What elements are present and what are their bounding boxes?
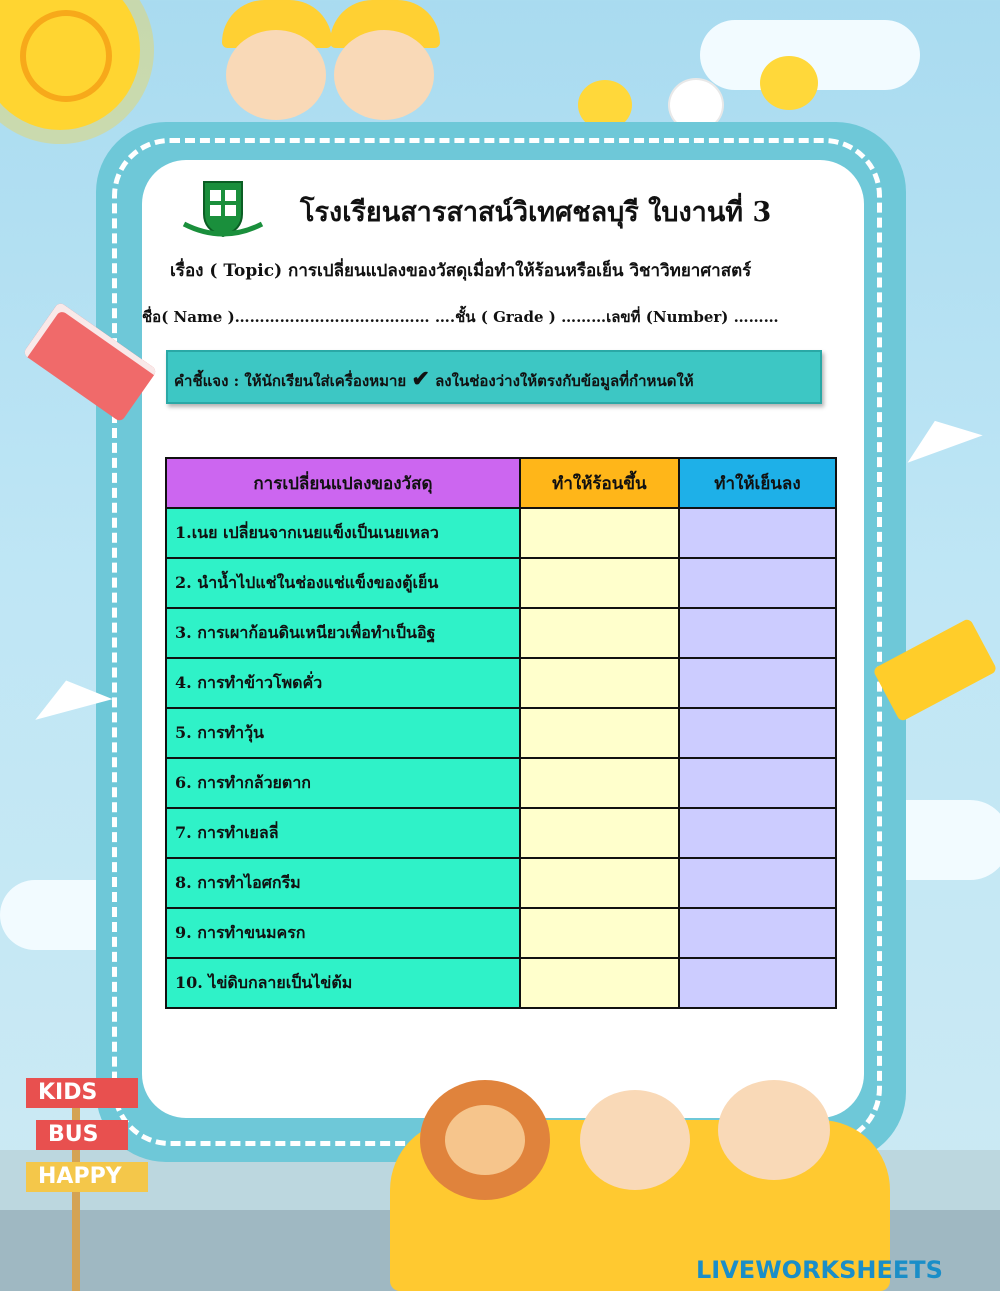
table-row: [166, 758, 836, 808]
table-row: [166, 808, 836, 858]
row-item: 3. การเผาก้อนดินเหนียวเพื่อทำเป็นอิฐ: [166, 608, 520, 658]
table-body: [166, 508, 836, 1008]
instruction-suffix: ลงในช่องว่างให้ตรงกับข้อมูลที่กำหนดให้: [435, 372, 694, 390]
hot-answer-cell[interactable]: [520, 908, 679, 958]
chick-decoration: [760, 56, 818, 110]
row-item: 6. การทำกล้วยตาก: [166, 758, 520, 808]
row-item: 2. นำน้ำไปแช่ในช่องแช่แข็งของตู้เย็น: [166, 558, 520, 608]
hot-answer-cell[interactable]: [520, 508, 679, 558]
table-row: [166, 858, 836, 908]
cold-answer-cell[interactable]: [679, 758, 836, 808]
sun-spiral-decoration: [20, 10, 112, 102]
cold-answer-cell[interactable]: [679, 658, 836, 708]
hot-answer-cell[interactable]: [520, 808, 679, 858]
school-logo: [182, 176, 264, 242]
header-material-change: การเปลี่ยนแปลงของวัสดุ: [166, 458, 520, 508]
hot-answer-cell[interactable]: [520, 608, 679, 658]
worksheet-table: [165, 457, 837, 1009]
hot-answer-cell[interactable]: [520, 958, 679, 1008]
instruction-text: [174, 366, 694, 393]
row-item: 4. การทำข้าวโพดคั่ว: [166, 658, 520, 708]
row-item: 1.เนย เปลี่ยนจากเนยแข็งเป็นเนยเหลว: [166, 508, 520, 558]
paper-plane-decoration: [897, 407, 982, 463]
hot-answer-cell[interactable]: [520, 758, 679, 808]
table-row: [166, 908, 836, 958]
kid-face-decoration: [718, 1080, 830, 1180]
liveworksheets-watermark: LIVEWORKSHEETS: [696, 1256, 943, 1284]
table-row: [166, 958, 836, 1008]
row-item: 9. การทำขนมครก: [166, 908, 520, 958]
hot-answer-cell[interactable]: [520, 658, 679, 708]
worksheet-subtitle: เรื่อง ( Topic) การเปลี่ยนแปลงของวัสดุเมื่อทำให้ร้อนหรือเย็น วิชาวิทยาศาสตร์: [170, 261, 752, 281]
row-item: 5. การทำวุ้น: [166, 708, 520, 758]
table-row: [166, 708, 836, 758]
cold-answer-cell[interactable]: [679, 858, 836, 908]
kid-face-decoration: [226, 30, 326, 120]
table-row: [166, 558, 836, 608]
sign-bus: BUS: [36, 1120, 128, 1150]
row-item: 10. ไข่ดิบกลายเป็นไข่ต้ม: [166, 958, 520, 1008]
cold-answer-cell[interactable]: [679, 608, 836, 658]
header-make-colder: ทำให้เย็นลง: [679, 458, 836, 508]
sign-kids: KIDS: [26, 1078, 138, 1108]
student-info-line: ชื่อ( Name )………………………………… ….ชั้น ( Grade ) ………เลขที่ (Number) ………: [142, 308, 779, 326]
table-row: [166, 658, 836, 708]
cold-answer-cell[interactable]: [679, 808, 836, 858]
kid-face-decoration: [580, 1090, 690, 1190]
table-header-row: [166, 458, 836, 508]
cold-answer-cell[interactable]: [679, 508, 836, 558]
cold-answer-cell[interactable]: [679, 908, 836, 958]
lion-face-decoration: [445, 1105, 525, 1175]
instruction-prefix: คำชี้แจง : ให้นักเรียนใส่เครื่องหมาย: [174, 372, 407, 390]
table-row: [166, 508, 836, 558]
worksheet-title: โรงเรียนสารสาสน์วิเทศชลบุรี ใบงานที่ 3: [300, 197, 772, 228]
cold-answer-cell[interactable]: [679, 558, 836, 608]
row-item: 8. การทำไอศกรีม: [166, 858, 520, 908]
hot-answer-cell[interactable]: [520, 558, 679, 608]
cold-answer-cell[interactable]: [679, 708, 836, 758]
kid-face-decoration: [334, 30, 434, 120]
hot-answer-cell[interactable]: [520, 708, 679, 758]
sign-happy: HAPPY: [26, 1162, 148, 1192]
table-row: [166, 608, 836, 658]
hot-answer-cell[interactable]: [520, 858, 679, 908]
checkmark-icon: ✔: [411, 366, 430, 392]
header-make-hotter: ทำให้ร้อนขึ้น: [520, 458, 679, 508]
row-item: 7. การทำเยลลี่: [166, 808, 520, 858]
cold-answer-cell[interactable]: [679, 958, 836, 1008]
